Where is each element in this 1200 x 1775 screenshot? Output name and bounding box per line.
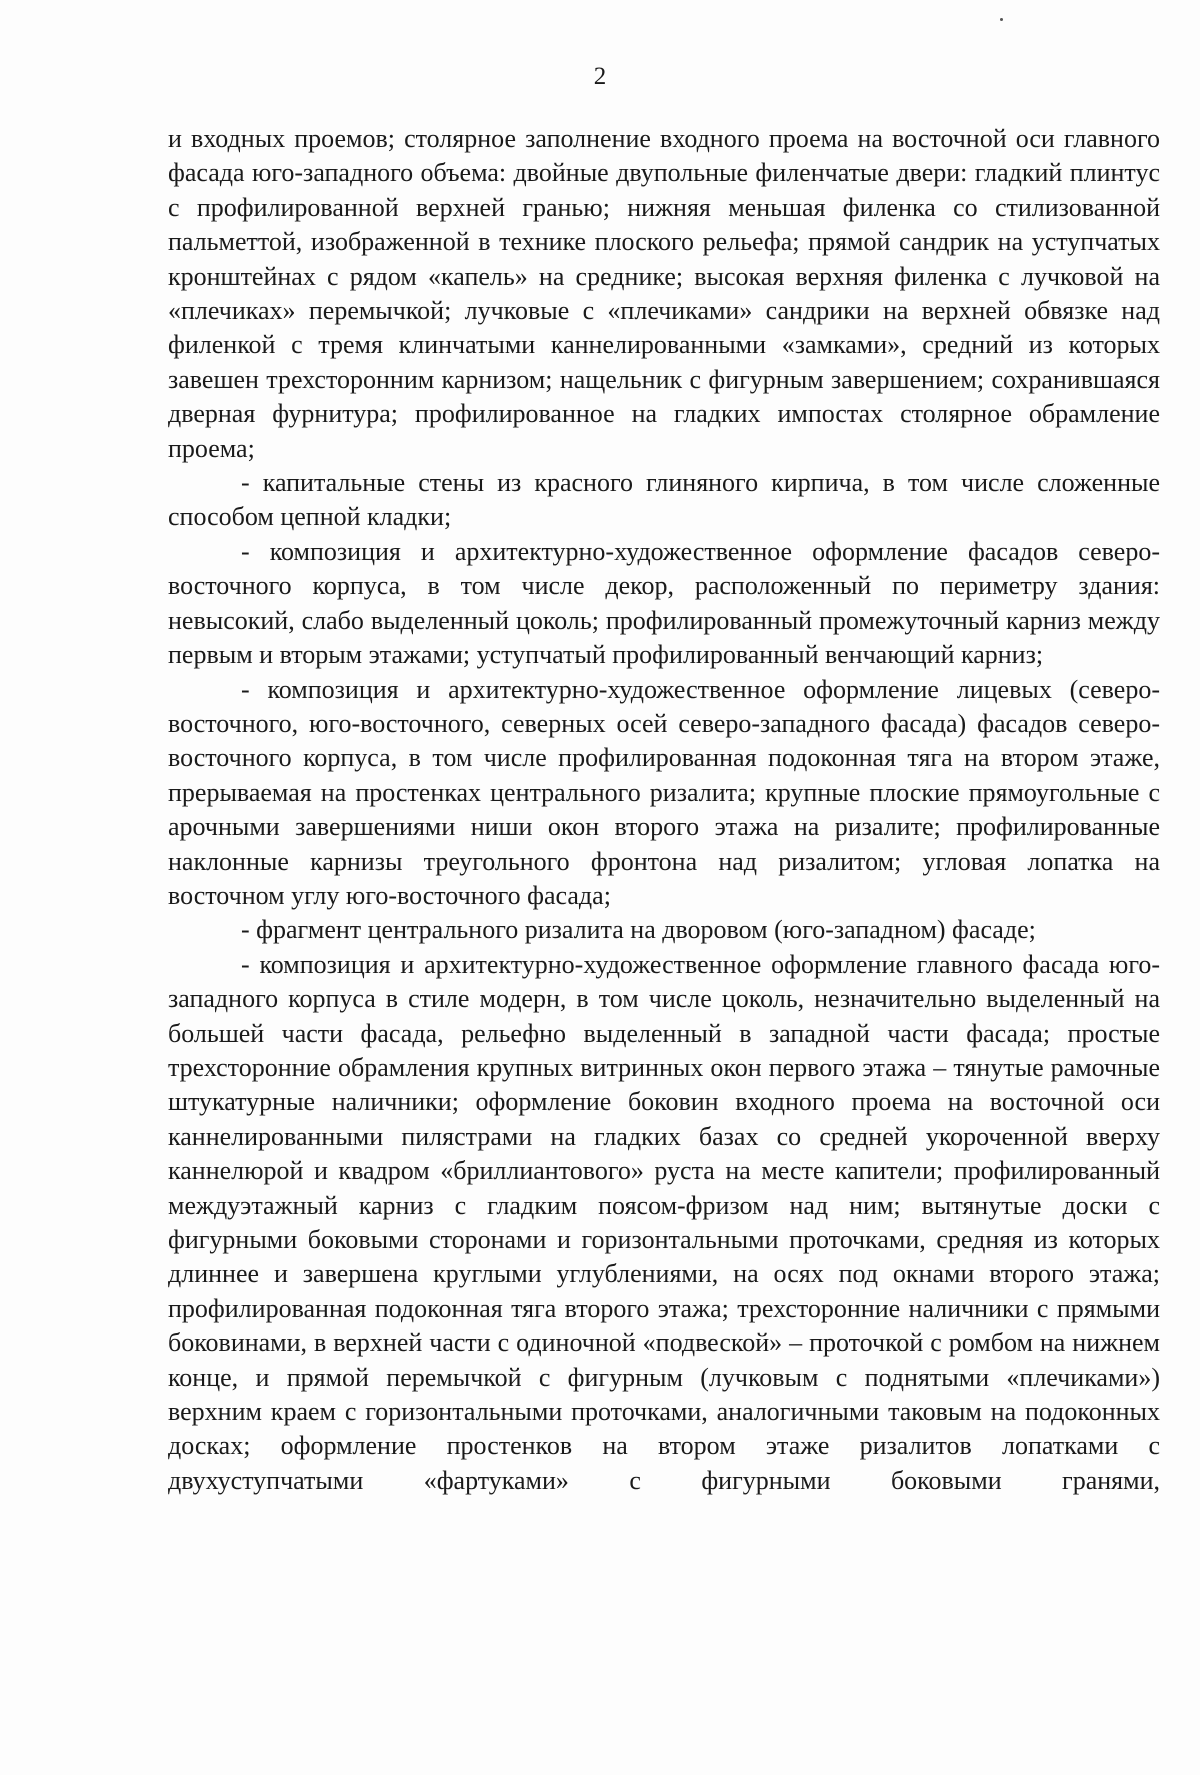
scan-speck bbox=[1000, 18, 1003, 21]
paragraph-5: - фрагмент центрального ризалита на дворовом (юго-западном) фасаде; bbox=[241, 915, 1036, 945]
paragraph-6: - композиция и архитектурно-художественное оформление главного фасада юго-западного корпуса в стиле модерн, в том числе цоколь, незначительно выделенный на большей части фасада, рельефно выделенный в западной части фасада; простые трехсторонние обрамления крупных витринных окон первого этажа – тянутые рамочные штукатурные наличники; оформление боковин входного проема на восточной оси каннелированными пилястрами на гладких базах со средней укороченной вверху каннелюрой и квадром «бриллиантового» руста на месте капители; профилированный междуэтажный карниз с гладким поясом-фризом над ним; вытянутые доски с фигурными боковыми сторонами и горизонтальными проточками, средняя из которых длиннее и завершена круглыми углублениями, на осях под окнами второго этажа; профилированная подоконная тяга второго этажа; трехсторонние наличники с прямыми боковинами, в верхней части с одиночной «подвеской» – проточкой с ромбом на нижнем конце, и прямой перемычкой с фигурным (лучковым с поднятыми «плечиками») верхним краем с горизонтальными проточками, аналогичными таковым на подоконных досках; оформление простенков на втором этаже ризалитов лопатками с двухуступчатыми «фартуками» с фигурными боковыми гранями, bbox=[168, 949, 1160, 1495]
document-body bbox=[168, 122, 1160, 1498]
paragraph-2: - капитальные стены из красного глиняного кирпича, в том числе сложенные способом цепной кладки; bbox=[168, 468, 1160, 532]
paragraph-3: - композиция и архитектурно-художественное оформление фасадов северо-восточного корпуса, в том числе декор, расположенный по периметру здания: невысокий, слабо выделенный цоколь; профилированный промежуточный карниз между первым и вторым этажами; уступчатый профилированный венчающий карниз; bbox=[168, 536, 1160, 670]
paragraph-4: - композиция и архитектурно-художественное оформление лицевых (северо-восточного, юго-восточного, северных осей северо-западного фасада) фасадов северо-восточного корпуса, в том числе профилированная подоконная тяга на втором этаже, прерываемая на простенках центрального ризалита; крупные плоские прямоугольные с арочными завершениями ниши окон второго этажа на ризалите; профилированные наклонные карнизы треугольного фронтона над ризалитом; угловая лопатка на восточном углу юго-восточного фасада; bbox=[168, 674, 1160, 910]
page-number: 2 bbox=[593, 63, 607, 90]
paragraph-1: и входных проемов; столярное заполнение входного проема на восточной оси главного фасада юго-западного объема: двойные двупольные филенчатые двери: гладкий плинтус с профилированной верхней гранью; нижняя меньшая филенка со стилизованной пальметтой, изображенной в технике плоского рельефа; прямой сандрик на уступчатых кронштейнах с рядом «капель» на среднике; высокая верхняя филенка с лучковой на «плечиках» перемычкой; лучковые с «плечиками» сандрики на верхней обвязке над филенкой с тремя клинчатыми каннелированными «замками», средний из которых завешен трехсторонним карнизом; нащельник с фигурным завершением; сохранившаяся дверная фурнитура; профилированное на гладких импостах столярное обрамление проема; bbox=[168, 124, 1160, 463]
